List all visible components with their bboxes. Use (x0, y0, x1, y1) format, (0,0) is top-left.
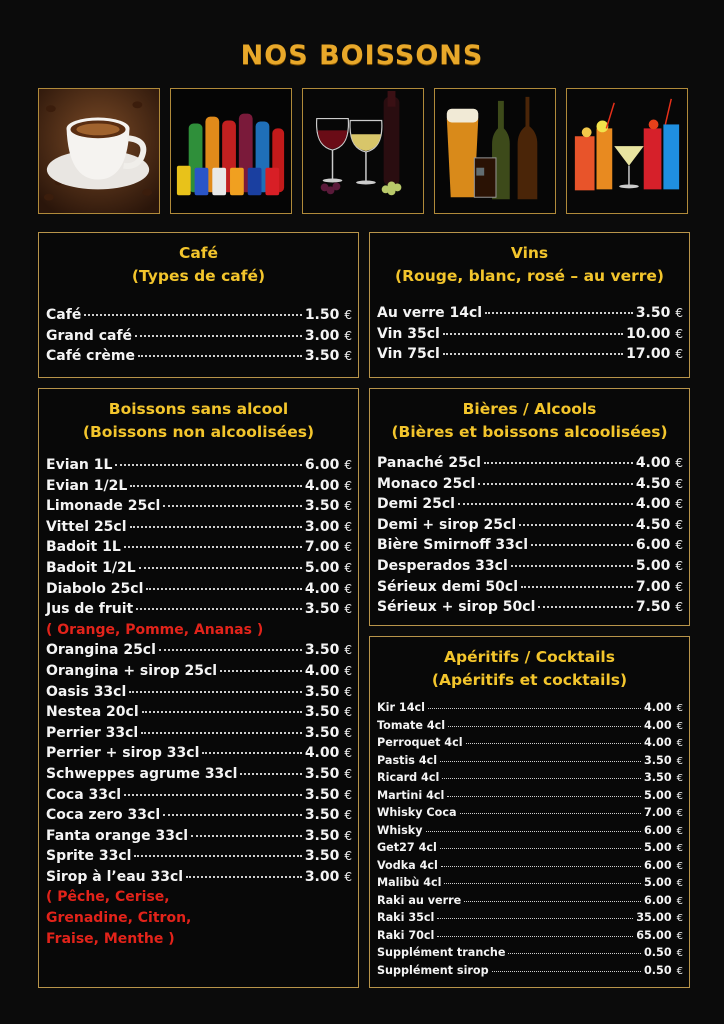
menu-item (377, 787, 683, 805)
menu-item (377, 944, 683, 962)
item-price: 3.50 (304, 704, 340, 721)
menu-item (377, 453, 683, 474)
euro-sign: € (676, 720, 683, 732)
item-price: 3.50 (304, 765, 340, 782)
item-price: 7.00 (644, 806, 672, 819)
item-price: 6.00 (644, 893, 672, 907)
section-cafe (38, 232, 359, 378)
euro-sign: € (676, 895, 683, 907)
item-name: Sprite 33cl (46, 848, 132, 865)
price-list (377, 453, 683, 618)
flavor-note: Grenadine, Citron, (46, 910, 192, 927)
menu-item (46, 640, 352, 661)
euro-sign: € (344, 663, 352, 678)
menu-item (377, 892, 683, 910)
euro-sign: € (344, 869, 352, 884)
flavor-note: ( Pêche, Cerise, (46, 889, 170, 906)
item-price: 5.00 (644, 788, 672, 802)
item-price: 5.00 (644, 876, 672, 889)
item-price: 4.00 (304, 662, 340, 679)
euro-sign: € (676, 790, 683, 802)
leader-dots (478, 483, 632, 485)
item-price: 3.50 (304, 848, 340, 865)
leader-dots (124, 794, 302, 796)
item-name: Oasis 33cl (46, 683, 127, 700)
euro-sign: € (676, 965, 683, 977)
item-name: Vin 35cl (377, 325, 440, 342)
euro-sign: € (344, 349, 352, 364)
menu-item (377, 474, 683, 495)
leader-dots (134, 855, 301, 857)
item-price: 4.00 (644, 701, 672, 714)
menu-item (377, 699, 683, 717)
item-name: Perrier 33cl (46, 724, 139, 741)
euro-sign: € (344, 519, 352, 534)
leader-dots (136, 608, 302, 610)
item-name: Coca zero 33cl (46, 807, 161, 824)
item-name: Diabolo 25cl (46, 580, 144, 597)
item-price: 4.00 (644, 718, 672, 732)
euro-sign: € (344, 746, 352, 761)
menu-item (377, 734, 683, 752)
item-price: 5.00 (304, 559, 340, 576)
item-price: 3.50 (304, 498, 340, 515)
section-subtitle: (Types de café) (131, 267, 266, 285)
section-title: Bières / Alcools (462, 400, 597, 418)
euro-sign: € (344, 684, 352, 699)
item-name: Jus de fruit (46, 601, 134, 618)
item-price: 6.00 (635, 537, 671, 554)
item-name: Vittel 25cl (46, 518, 127, 535)
menu-item (46, 455, 352, 476)
euro-sign: € (344, 540, 352, 555)
leader-dots (141, 732, 302, 734)
leader-dots (163, 505, 302, 507)
menu-item (46, 702, 352, 723)
item-price: 5.00 (635, 557, 671, 574)
section-sans-alcool (38, 388, 359, 988)
item-price: 3.00 (304, 327, 340, 344)
euro-sign: € (676, 703, 683, 714)
menu-item (377, 909, 683, 927)
item-price: 0.50 (644, 946, 672, 959)
euro-sign: € (344, 787, 352, 802)
leader-dots (135, 335, 302, 337)
menu-item (46, 579, 352, 600)
menu-item (377, 494, 683, 515)
item-name: Sérieux + sirop 50cl (377, 599, 536, 616)
section-title: Vins (510, 244, 549, 262)
leader-dots (464, 901, 641, 902)
item-price: 3.50 (644, 753, 672, 767)
euro-sign: € (676, 773, 683, 784)
section-subtitle: (Apéritifs et cocktails) (431, 671, 628, 689)
item-price: 3.50 (304, 348, 340, 365)
leader-dots (458, 503, 633, 505)
euro-sign: € (676, 948, 683, 959)
euro-sign: € (344, 705, 352, 720)
item-name: Raki au verre (377, 893, 462, 907)
item-name: Perroquet 4cl (377, 736, 463, 749)
item-name: Sérieux demi 50cl (377, 578, 519, 595)
euro-sign: € (675, 306, 683, 320)
menu-item (377, 962, 683, 980)
euro-sign: € (344, 766, 352, 781)
euro-sign: € (675, 326, 683, 341)
menu-item (377, 324, 683, 345)
item-name: Monaco 25cl (377, 475, 476, 492)
menu-item (46, 599, 352, 620)
leader-dots (124, 546, 302, 548)
price-list (377, 303, 683, 365)
menu-item (377, 752, 683, 770)
item-name: Evian 1/2L (46, 477, 128, 494)
leader-dots (521, 586, 633, 588)
item-name: Malibù 4cl (377, 876, 442, 889)
item-name: Raki 70cl (377, 928, 435, 942)
leader-dots (508, 953, 641, 954)
item-name: Supplément tranche (377, 946, 506, 959)
leader-dots (139, 567, 302, 569)
item-name: Coca 33cl (46, 786, 122, 803)
item-name: Sirop à l’eau 33cl (46, 868, 184, 885)
item-price: 3.50 (635, 305, 671, 321)
price-list (46, 455, 352, 949)
soft-drinks-photo (170, 88, 292, 214)
item-price: 3.00 (304, 868, 340, 885)
menu-item (377, 927, 683, 945)
leader-dots (448, 726, 641, 727)
leader-dots (84, 314, 302, 316)
item-price: 4.50 (635, 516, 671, 533)
euro-sign: € (676, 913, 683, 924)
page-title: NOS BOISSONS (240, 40, 484, 71)
menu-item (377, 839, 683, 857)
leader-dots (129, 691, 302, 693)
item-name: Café (46, 307, 82, 323)
leader-dots (163, 814, 302, 816)
euro-sign: € (675, 476, 683, 491)
leader-dots (443, 333, 623, 335)
section-title: Boissons sans alcool (108, 400, 289, 418)
menu-item (377, 344, 683, 365)
euro-sign: € (676, 860, 683, 872)
item-name: Demi 25cl (377, 496, 455, 513)
item-price: 3.00 (304, 518, 340, 535)
euro-sign: € (344, 602, 352, 617)
item-name: Tomate 4cl (377, 718, 446, 732)
leader-dots (447, 796, 641, 797)
euro-sign: € (675, 600, 683, 615)
leader-dots (159, 649, 302, 651)
menu-item (377, 303, 683, 324)
section-vins (369, 232, 690, 378)
menu-item (377, 556, 683, 577)
item-name: Au verre 14cl (377, 305, 483, 321)
item-name: Kir 14cl (377, 701, 425, 714)
menu-item (46, 517, 352, 538)
leader-dots (202, 752, 301, 754)
leader-dots (440, 761, 641, 762)
item-name: Orangina + sirop 25cl (46, 662, 218, 679)
item-name: Evian 1L (46, 457, 113, 473)
section-subtitle: (Rouge, blanc, rosé – au verre) (395, 267, 664, 285)
item-price: 4.00 (635, 496, 671, 513)
menu-item (377, 597, 683, 618)
item-name: Orangina 25cl (46, 642, 156, 659)
leader-dots (538, 606, 632, 608)
leader-dots (428, 708, 641, 709)
leader-dots (519, 524, 633, 526)
menu-item (377, 822, 683, 840)
leader-dots (484, 462, 633, 464)
beer-spirits-photo (434, 88, 556, 214)
section-title: Café (178, 244, 219, 262)
euro-sign: € (344, 499, 352, 514)
euro-sign: € (676, 878, 683, 889)
item-name: Vodka 4cl (377, 858, 438, 872)
item-price: 65.00 (636, 928, 672, 942)
item-price: 3.50 (304, 683, 340, 700)
item-name: Supplément sirop (377, 963, 489, 977)
coffee-cup-photo (38, 88, 160, 214)
section-subtitle: (Bières et boissons alcoolisées) (391, 423, 668, 441)
euro-sign: € (344, 725, 352, 740)
menu-item (46, 496, 352, 517)
cocktails-photo (566, 88, 688, 214)
euro-sign: € (675, 497, 683, 512)
item-name: Vin 75cl (377, 346, 440, 363)
item-name: Café crème (46, 348, 135, 365)
menu-item (46, 661, 352, 682)
leader-dots (138, 355, 302, 357)
item-name: Whisky (377, 823, 423, 837)
photo-strip (38, 88, 690, 216)
item-price: 4.00 (304, 745, 340, 762)
item-name: Demi + sirop 25cl (377, 516, 517, 533)
item-price: 17.00 (626, 346, 671, 363)
leader-dots (191, 835, 302, 837)
item-price: 10.00 (626, 325, 671, 342)
item-name: Whisky Coca (377, 806, 457, 819)
euro-sign: € (344, 328, 352, 343)
flavor-note: Fraise, Menthe ) (46, 930, 175, 947)
menu-item (46, 826, 352, 847)
menu-item (46, 743, 352, 764)
menu-item (46, 537, 352, 558)
item-name: Raki 35cl (377, 911, 435, 924)
leader-dots (142, 711, 302, 713)
euro-sign: € (676, 738, 683, 749)
euro-sign: € (675, 538, 683, 553)
euro-sign: € (344, 581, 352, 596)
leader-dots (437, 936, 633, 937)
leader-dots (437, 918, 633, 919)
euro-sign: € (675, 347, 683, 362)
leader-dots (240, 773, 301, 775)
item-name: Limonade 25cl (46, 498, 161, 515)
item-name: Perrier + sirop 33cl (46, 745, 200, 762)
leader-dots (130, 526, 302, 528)
euro-sign: € (344, 308, 352, 322)
menu-item (46, 682, 352, 703)
leader-dots (146, 588, 301, 590)
item-name: Martini 4cl (377, 788, 445, 802)
leader-dots (444, 883, 641, 884)
item-name: Bière Smirnoff 33cl (377, 537, 528, 554)
menu-item (46, 805, 352, 826)
item-price: 4.50 (635, 475, 671, 492)
menu-item (377, 535, 683, 556)
euro-sign: € (675, 558, 683, 573)
menu-item (46, 785, 352, 806)
item-price: 3.50 (304, 807, 340, 824)
section-aperitifs (369, 636, 690, 988)
leader-dots (220, 670, 302, 672)
menu-item (46, 476, 352, 497)
euro-sign: € (676, 930, 683, 942)
item-name: Ricard 4cl (377, 771, 440, 784)
euro-sign: € (344, 560, 352, 575)
euro-sign: € (675, 579, 683, 594)
section-bieres (369, 388, 690, 626)
euro-sign: € (675, 517, 683, 532)
menu-item (46, 346, 352, 367)
leader-dots (531, 544, 633, 546)
menu-item (377, 857, 683, 875)
price-list (377, 699, 683, 979)
item-price: 3.50 (304, 827, 340, 844)
section-title: Apéritifs / Cocktails (444, 648, 615, 666)
euro-sign: € (344, 643, 352, 658)
leader-dots (466, 743, 641, 744)
menu-item (377, 717, 683, 735)
menu-item (377, 874, 683, 892)
item-price: 1.50 (304, 307, 340, 323)
price-list (46, 305, 352, 367)
leader-dots (460, 813, 642, 814)
section-subtitle: (Boissons non alcoolisées) (82, 423, 315, 441)
euro-sign: € (676, 808, 683, 819)
item-price: 35.00 (636, 911, 672, 924)
item-price: 6.00 (304, 457, 340, 473)
item-name: Grand café (46, 327, 133, 344)
leader-dots (485, 312, 633, 314)
leader-dots (426, 831, 641, 832)
menu-item (377, 804, 683, 822)
item-price: 5.00 (644, 841, 672, 854)
leader-dots (511, 565, 633, 567)
leader-dots (115, 464, 301, 466)
euro-sign: € (344, 458, 352, 472)
euro-sign: € (344, 478, 352, 493)
item-price: 4.00 (644, 736, 672, 749)
item-name: Schweppes agrume 33cl (46, 765, 238, 782)
menu-item (46, 846, 352, 867)
euro-sign: € (344, 828, 352, 843)
menu-item (46, 723, 352, 744)
item-price: 7.00 (635, 578, 671, 595)
item-price: 3.50 (304, 724, 340, 741)
item-price: 3.50 (304, 601, 340, 618)
leader-dots (186, 876, 302, 878)
wine-glasses-photo (302, 88, 424, 214)
leader-dots (492, 971, 641, 972)
euro-sign: € (676, 843, 683, 854)
item-price: 0.50 (644, 963, 672, 977)
item-price: 4.00 (635, 455, 671, 471)
item-price: 3.50 (304, 786, 340, 803)
item-price: 7.00 (304, 539, 340, 556)
leader-dots (442, 778, 641, 779)
menu-item (377, 769, 683, 787)
menu-item (46, 305, 352, 326)
item-price: 3.50 (304, 642, 340, 659)
item-price: 3.50 (644, 771, 672, 784)
item-name: Badoit 1/2L (46, 559, 136, 576)
item-name: Panaché 25cl (377, 455, 481, 471)
item-price: 4.00 (304, 477, 340, 494)
item-price: 6.00 (644, 858, 672, 872)
menu-item (46, 867, 352, 888)
leader-dots (443, 353, 623, 355)
menu-item (46, 326, 352, 347)
menu-item (46, 764, 352, 785)
leader-dots (440, 848, 641, 849)
flavor-note: ( Orange, Pomme, Ananas ) (46, 621, 264, 638)
menu-item (377, 515, 683, 536)
item-name: Get27 4cl (377, 841, 437, 854)
menu-item (46, 558, 352, 579)
item-name: Desperados 33cl (377, 557, 508, 574)
item-price: 6.00 (644, 823, 672, 837)
euro-sign: € (344, 808, 352, 823)
item-name: Pastis 4cl (377, 753, 438, 767)
leader-dots (441, 866, 641, 867)
menu-item (377, 577, 683, 598)
euro-sign: € (676, 825, 683, 837)
item-price: 7.50 (635, 599, 671, 616)
item-name: Nestea 20cl (46, 704, 139, 721)
euro-sign: € (675, 456, 683, 470)
item-price: 4.00 (304, 580, 340, 597)
euro-sign: € (676, 755, 683, 767)
item-name: Badoit 1L (46, 539, 121, 556)
item-name: Fanta orange 33cl (46, 827, 189, 844)
leader-dots (130, 485, 302, 487)
euro-sign: € (344, 849, 352, 864)
